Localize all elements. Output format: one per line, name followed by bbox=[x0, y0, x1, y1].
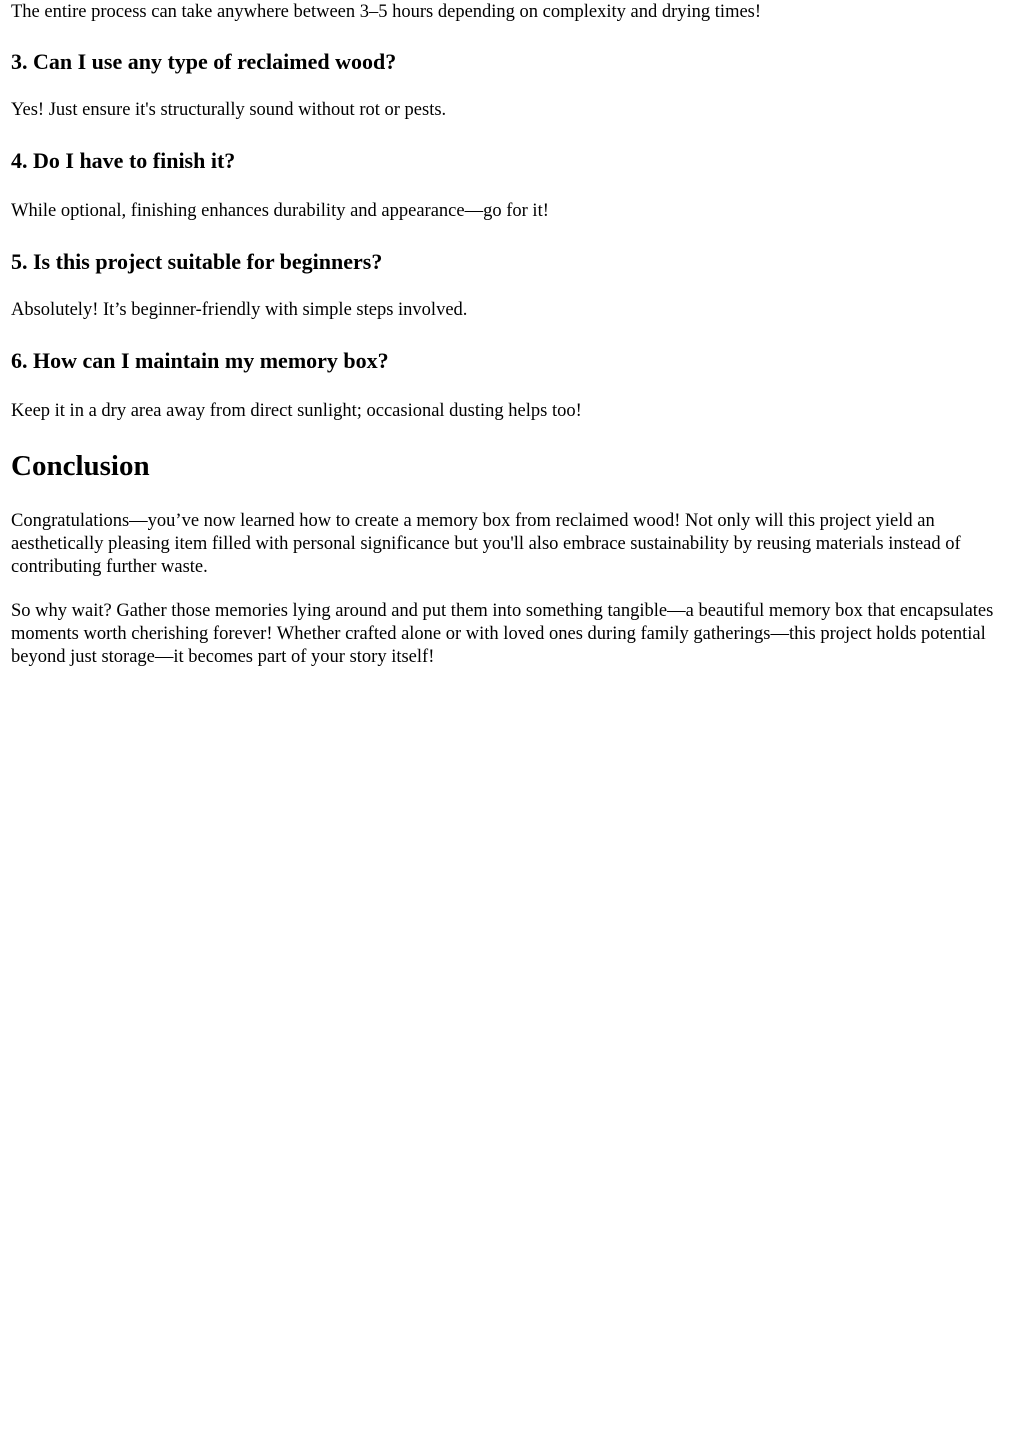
conclusion-heading: Conclusion bbox=[11, 450, 150, 482]
faq-answer-6: Keep it in a dry area away from direct sunlight; occasional dusting helps too! bbox=[11, 401, 582, 421]
faq-question-5: 5. Is this project suitable for beginners? bbox=[11, 249, 383, 274]
faq-question-3: 3. Can I use any type of reclaimed wood? bbox=[11, 49, 397, 74]
conclusion-paragraph-2: So why wait? Gather those memories lying around and put them into something tangible—a beautiful memory box that encapsulates moments worth cherishing forever! Whether crafted alone or with loved ones during family gatherings—this project holds potential beyond just storage—it becomes part of your story itself! bbox=[11, 601, 994, 667]
faq-answer-3: Yes! Just ensure it's structurally sound without rot or pests. bbox=[11, 100, 447, 120]
faq-answer-2: The entire process can take anywhere between 3–5 hours depending on complexity and drying times! bbox=[11, 2, 762, 22]
faq-question-6: 6. How can I maintain my memory box? bbox=[11, 348, 389, 373]
faq-answer-5: Absolutely! It’s beginner-friendly with simple steps involved. bbox=[11, 300, 468, 320]
faq-answer-4: While optional, finishing enhances durability and appearance—go for it! bbox=[11, 201, 549, 221]
conclusion-paragraph-1: Congratulations—you’ve now learned how to create a memory box from reclaimed wood! Not only will this project yield an aesthetically pleasing item filled with personal significance but you'll also embrace sustainability by reusing materials instead of contributing further waste. bbox=[11, 511, 961, 577]
faq-question-4: 4. Do I have to finish it? bbox=[11, 148, 236, 173]
